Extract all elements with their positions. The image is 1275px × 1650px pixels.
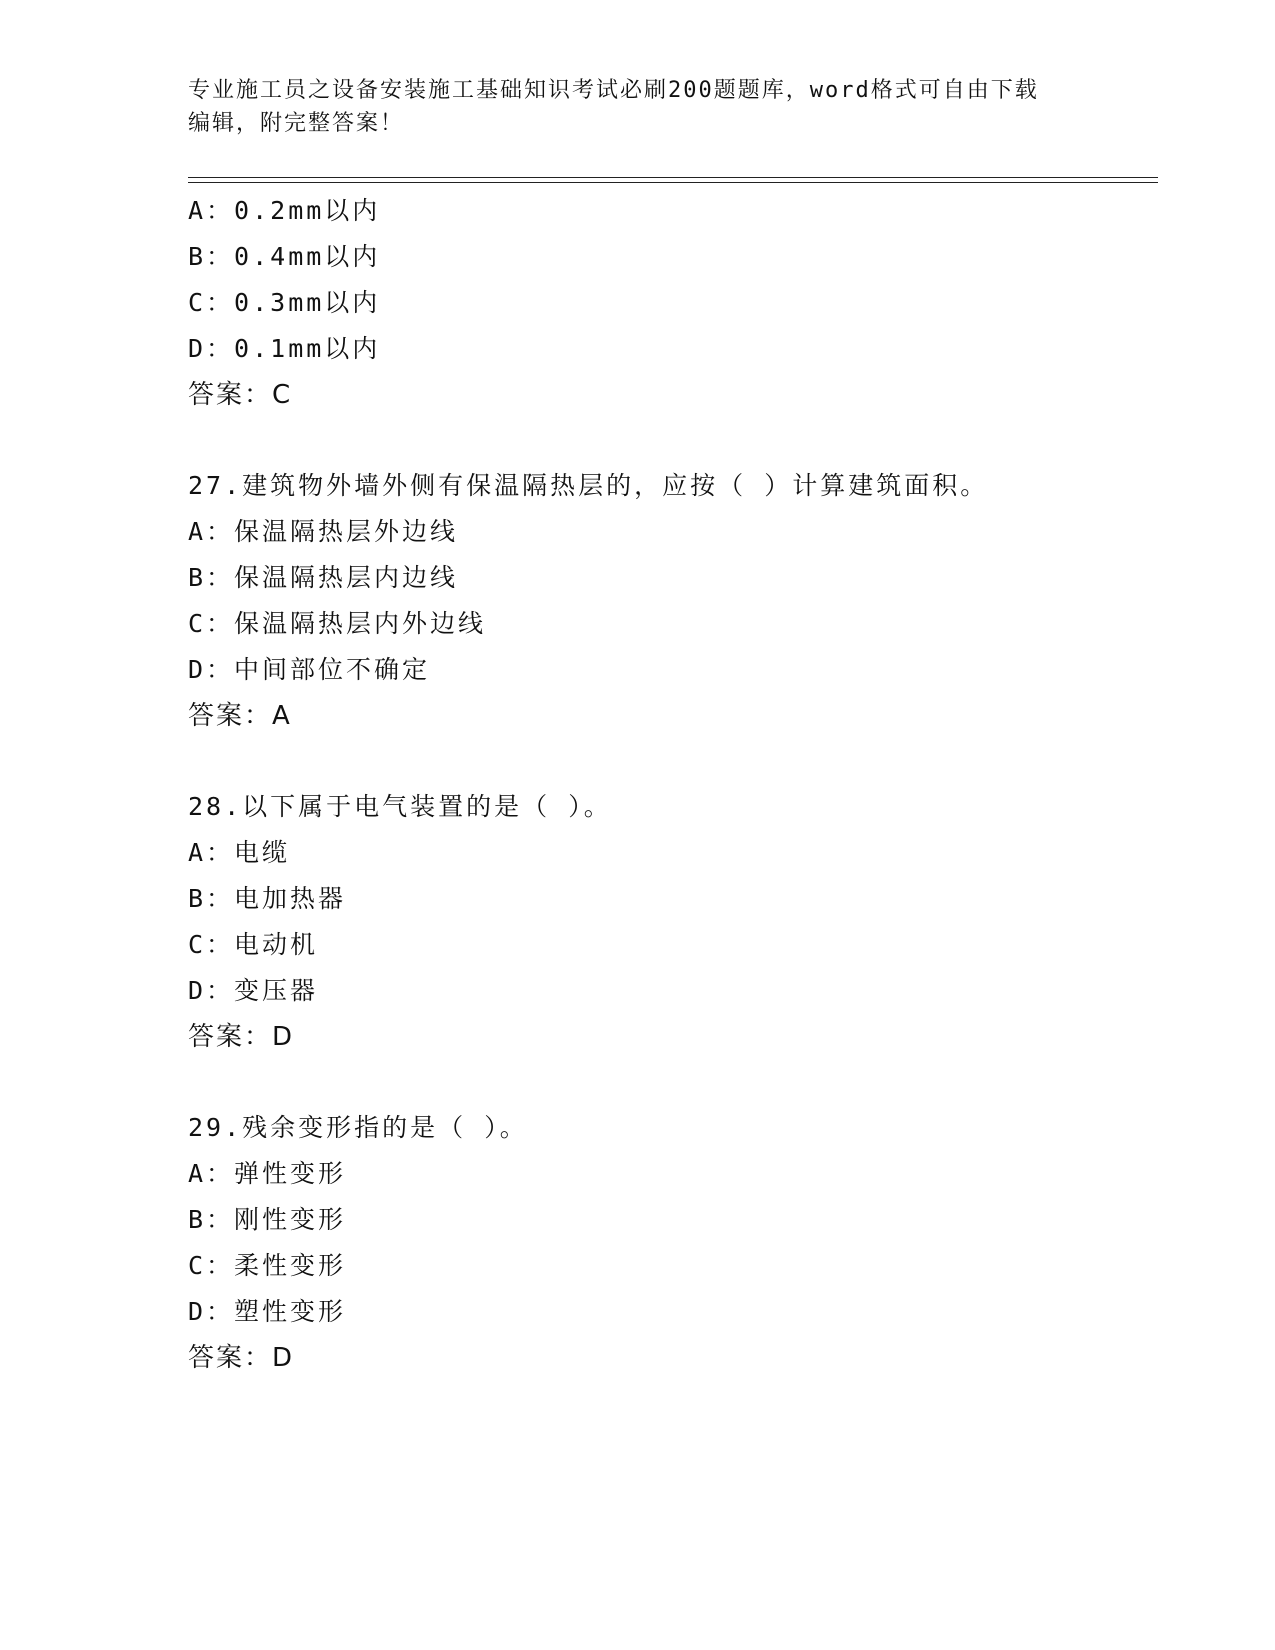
option-c: C：保温隔热层内外边线 <box>188 609 487 638</box>
option-a: A：0.2mm以内 <box>188 196 381 225</box>
header-rule-bottom <box>188 182 1158 183</box>
option-b: B：0.4mm以内 <box>188 242 381 271</box>
partial-question <box>188 188 1188 418</box>
option-d: D：0.1mm以内 <box>188 334 381 363</box>
header-rule-top <box>188 177 1158 178</box>
document-header <box>188 74 1088 140</box>
option-b: B：刚性变形 <box>188 1205 347 1234</box>
option-c: C：电动机 <box>188 930 319 959</box>
option-c: C：柔性变形 <box>188 1251 347 1280</box>
question-list <box>188 188 1188 1381</box>
option-a: A：保温隔热层外边线 <box>188 517 459 546</box>
option-a: A：电缆 <box>188 838 291 867</box>
answer-line: 答案：D <box>188 1343 295 1373</box>
answer-line: 答案：C <box>188 380 293 410</box>
question-27 <box>188 463 1188 739</box>
option-a: A：弹性变形 <box>188 1159 347 1188</box>
option-c: C：0.3mm以内 <box>188 288 381 317</box>
answer-line: 答案：D <box>188 1022 295 1052</box>
option-d: D：变压器 <box>188 976 319 1005</box>
header-line-1: 专业施工员之设备安装施工基础知识考试必刷200题题库，word格式可自由下载 <box>188 78 1039 103</box>
header-line-2: 编辑，附完整答案！ <box>188 111 405 136</box>
question-29 <box>188 1105 1188 1381</box>
question-stem: 27.建筑物外墙外侧有保温隔热层的，应按（ ）计算建筑面积。 <box>188 471 989 500</box>
question-stem: 28.以下属于电气装置的是（ ）。 <box>188 792 612 821</box>
question-28 <box>188 784 1188 1060</box>
question-stem: 29.残余变形指的是（ ）。 <box>188 1113 528 1142</box>
option-b: B：保温隔热层内边线 <box>188 563 459 592</box>
option-d: D：中间部位不确定 <box>188 655 431 684</box>
answer-line: 答案：A <box>188 701 292 731</box>
option-d: D：塑性变形 <box>188 1297 347 1326</box>
option-b: B：电加热器 <box>188 884 347 913</box>
